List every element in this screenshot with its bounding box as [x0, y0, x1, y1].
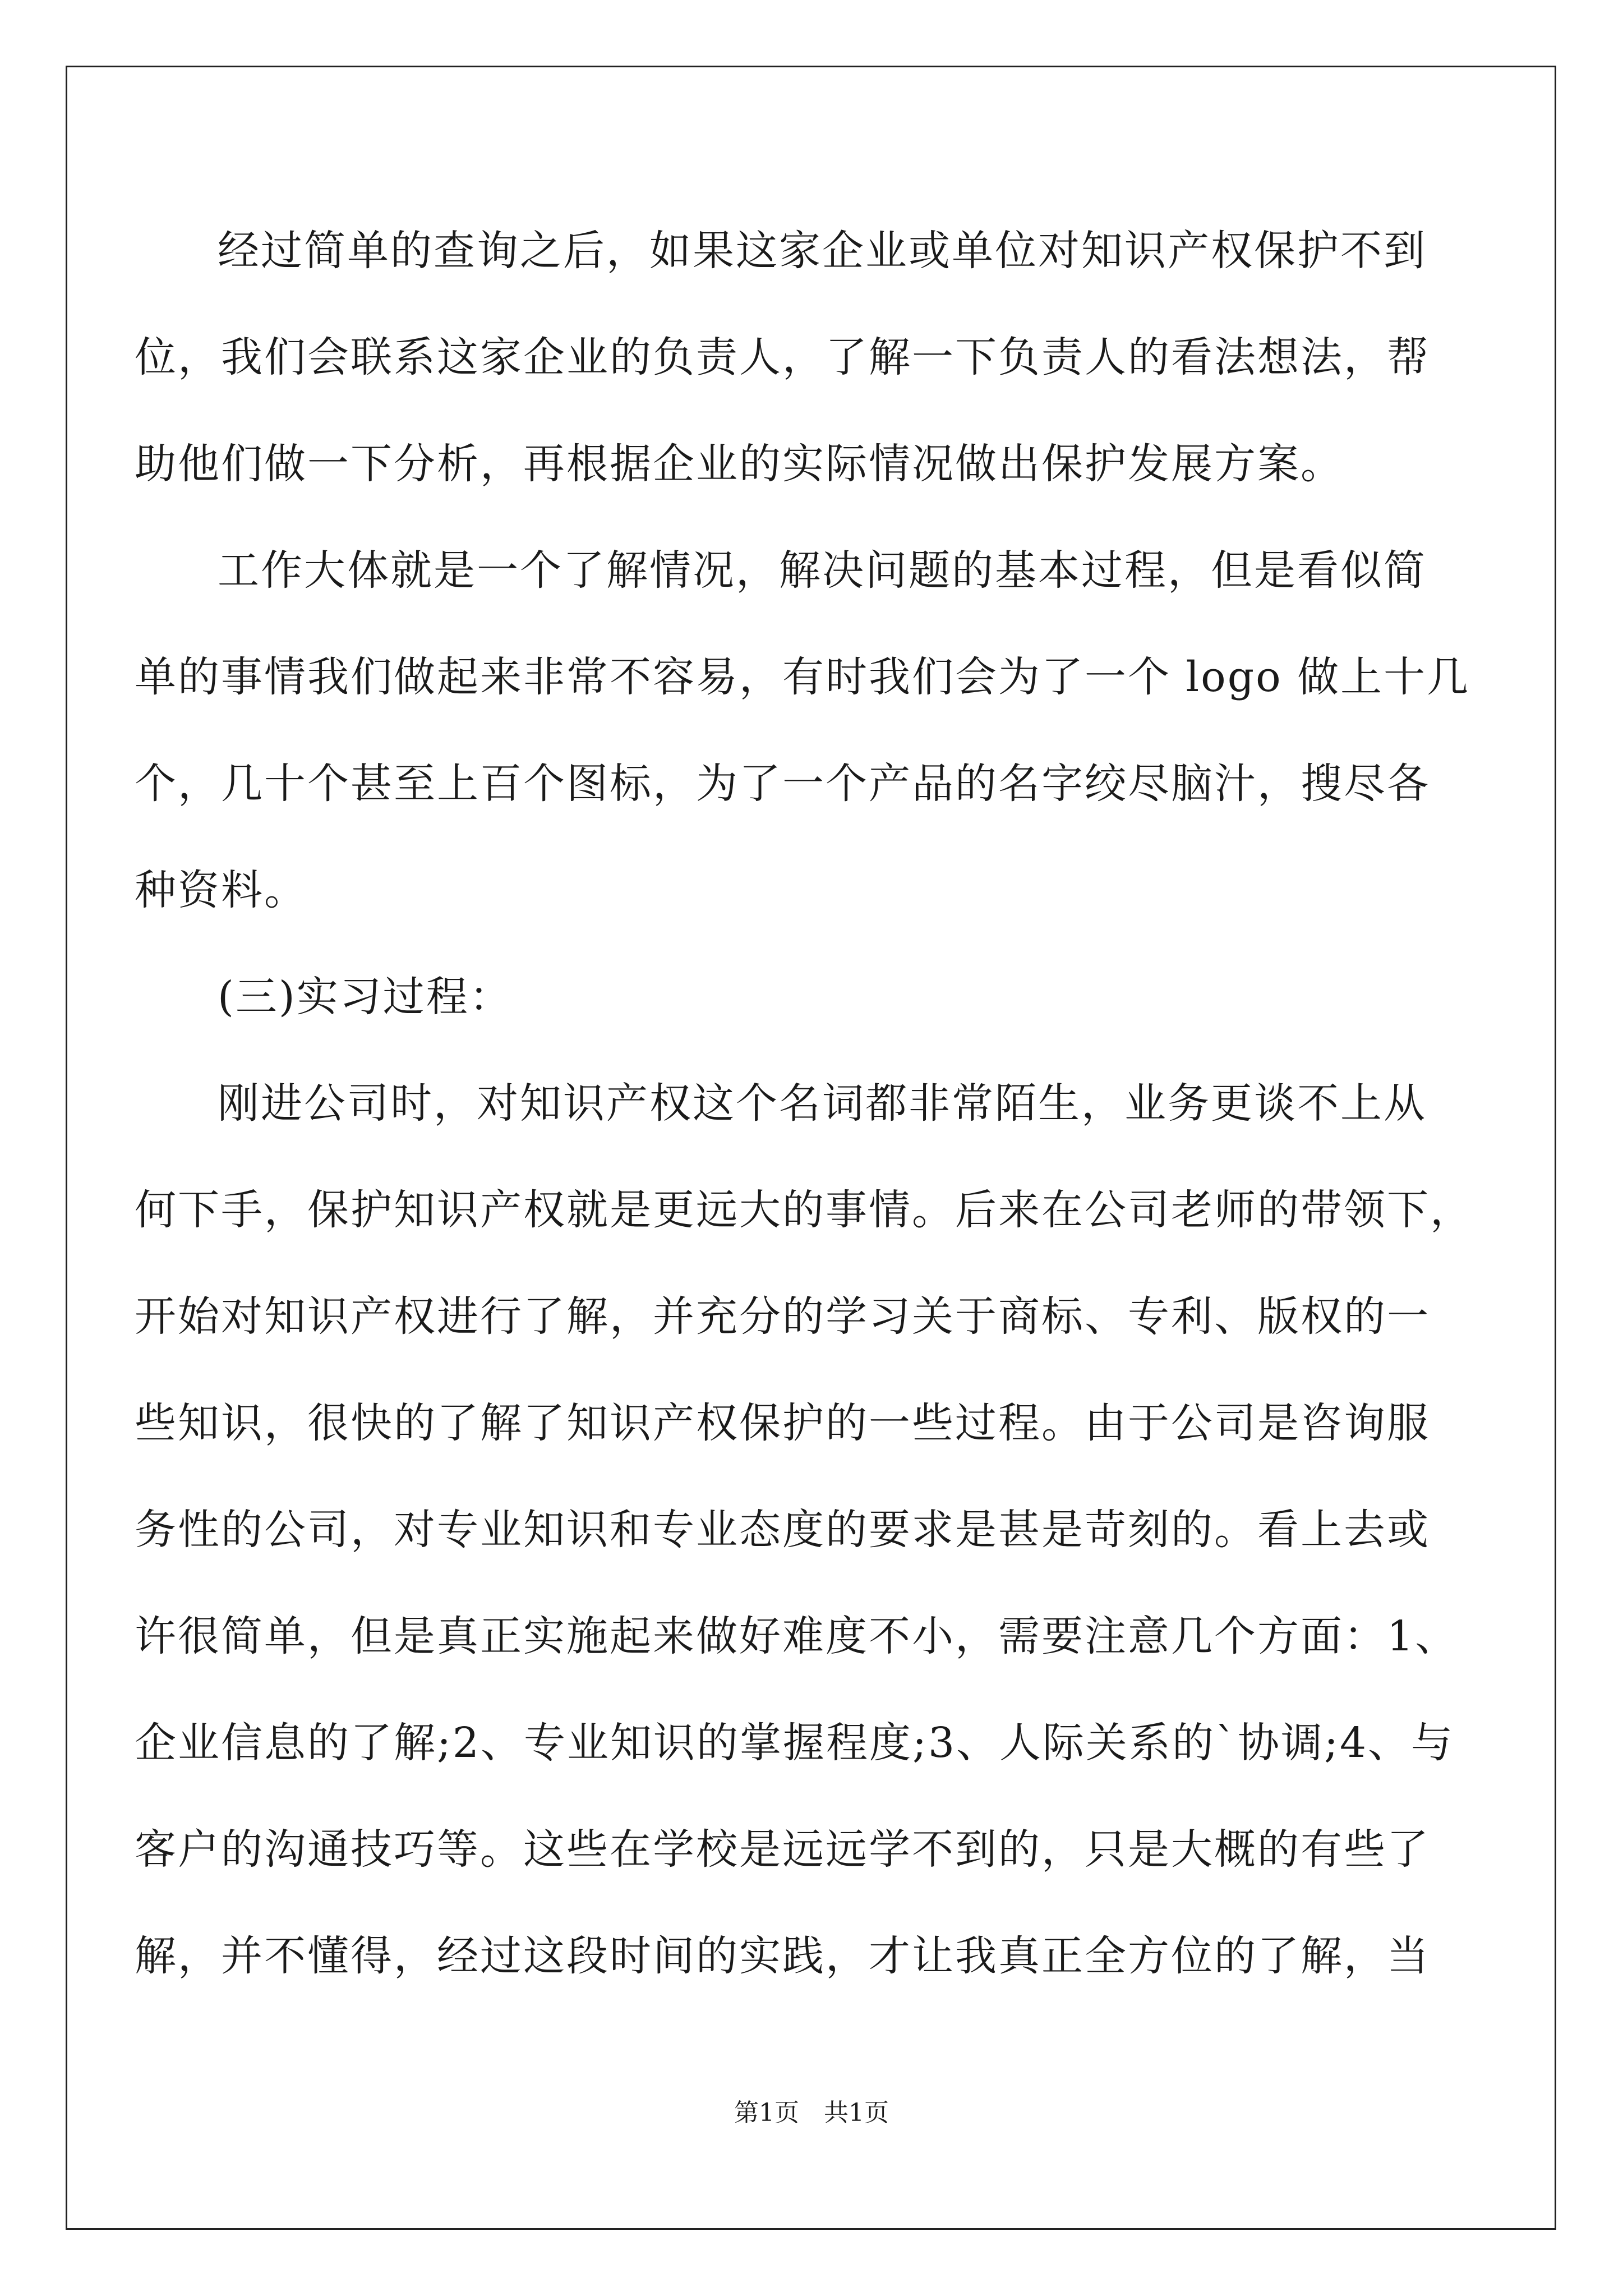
paragraph-3-line-8: 客户的沟通技巧等。这些在学校是远远学不到的，只是大概的有些了 — [135, 1825, 1430, 1874]
paragraph-3-line-5: 务性的公司，对专业知识和专业态度的要求是甚是苛刻的。看上去或 — [135, 1506, 1430, 1554]
page-border — [66, 66, 1556, 2230]
paragraph-2-line-4: 种资料。 — [135, 866, 307, 914]
paragraph-2-line-3: 个，几十个甚至上百个图标，为了一个产品的名字绞尽脑汁，搜尽各 — [135, 760, 1430, 808]
paragraph-1-line-3: 助他们做一下分析，再根据企业的实际情况做出保护发展方案。 — [135, 440, 1344, 488]
paragraph-3-line-3: 开始对知识产权进行了解，并充分的学习关于商标、专利、版权的一 — [135, 1292, 1430, 1341]
paragraph-1-line-1: 经过简单的查询之后，如果这家企业或单位对知识产权保护不到 — [218, 227, 1427, 275]
paragraph-3-line-4: 些知识，很快的了解了知识产权保护的一些过程。由于公司是咨询服 — [135, 1399, 1430, 1447]
paragraph-3-line-1: 刚进公司时，对知识产权这个名词都非常陌生，业务更谈不上从 — [218, 1079, 1427, 1128]
paragraph-2-line-2: 单的事情我们做起来非常不容易，有时我们会为了一个 logo 做上十几 — [135, 653, 1470, 701]
paragraph-2-line-1: 工作大体就是一个了解情况，解决问题的基本过程，但是看似简 — [218, 546, 1427, 595]
page-number-footer: 第1页 共1页 — [734, 2099, 889, 2127]
paragraph-3-line-7: 企业信息的了解;2、专业知识的掌握程度;3、人际关系的`协调;4、与 — [135, 1719, 1455, 1767]
paragraph-3-line-6: 许很简单，但是真正实施起来做好难度不小，需要注意几个方面：1、 — [135, 1612, 1459, 1660]
paragraph-1-line-2: 位，我们会联系这家企业的负责人，了解一下负责人的看法想法，帮 — [135, 333, 1430, 381]
paragraph-3-line-2: 何下手，保护知识产权就是更远大的事情。后来在公司老师的带领下， — [135, 1186, 1473, 1234]
section-heading: (三)实习过程： — [218, 973, 513, 1021]
paragraph-3-line-9: 解，并不懂得，经过这段时间的实践，才让我真正全方位的了解，当 — [135, 1932, 1430, 1980]
